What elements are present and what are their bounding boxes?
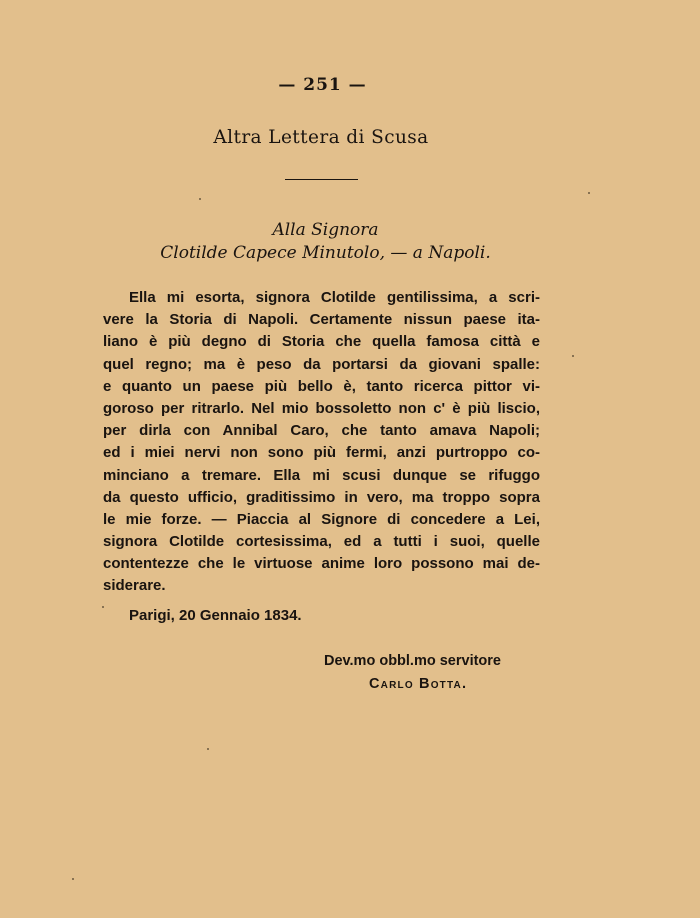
paper-speck: [572, 355, 574, 357]
letter-closing: Dev.mo obbl.mo servitore: [324, 653, 501, 669]
letter-signature: Carlo Botta.: [369, 676, 468, 692]
body-line: siderare.: [103, 577, 166, 595]
letter-title: Altra Lettera di Scusa: [213, 127, 429, 148]
addressee-line-2: Clotilde Capece Minutolo, — a Napoli.: [160, 243, 491, 263]
addressee-line-1: Alla Signora: [272, 220, 379, 240]
paper-speck: [207, 748, 209, 750]
letter-body: [103, 287, 540, 598]
body-line: liano è più degno di Storia che quella famosa città e: [103, 333, 540, 351]
body-line: contentezze che le virtuose anime loro possono mai de-: [103, 555, 540, 573]
page-number: — 251 —: [278, 75, 367, 95]
body-line: per dirla con Annibal Caro, che tanto amava Napoli;: [103, 422, 540, 440]
body-line: ed i miei nervi non sono più fermi, anzi purtroppo co-: [103, 444, 540, 462]
title-rule: [285, 179, 358, 180]
body-line: e quanto un paese più bello è, tanto ricerca pittor vi-: [103, 377, 540, 395]
letter-date: Parigi, 20 Gennaio 1834.: [129, 607, 302, 624]
body-line: goroso per ritrarlo. Nel mio bossoletto non c' è più liscio,: [103, 399, 540, 417]
body-line: minciano a tremare. Ella mi scusi dunque se rifuggo: [103, 466, 540, 484]
paper-speck: [102, 606, 104, 608]
body-line: signora Clotilde cortesissima, ed a tutti i suoi, quelle: [103, 533, 540, 551]
paper-speck: [588, 192, 590, 194]
body-line: quel regno; ma è peso da portarsi da giovani spalle:: [103, 355, 540, 373]
body-line: vere la Storia di Napoli. Certamente nissun paese ita-: [103, 311, 540, 329]
body-line: le mie forze. — Piaccia al Signore di concedere a Lei,: [103, 510, 540, 528]
body-line: da questo ufficio, graditissimo in vero, ma troppo sopra: [103, 488, 540, 506]
body-line: Ella mi esorta, signora Clotilde gentilissima, a scri-: [129, 289, 540, 306]
paper-speck: [72, 878, 74, 880]
paper-speck: [199, 198, 201, 200]
